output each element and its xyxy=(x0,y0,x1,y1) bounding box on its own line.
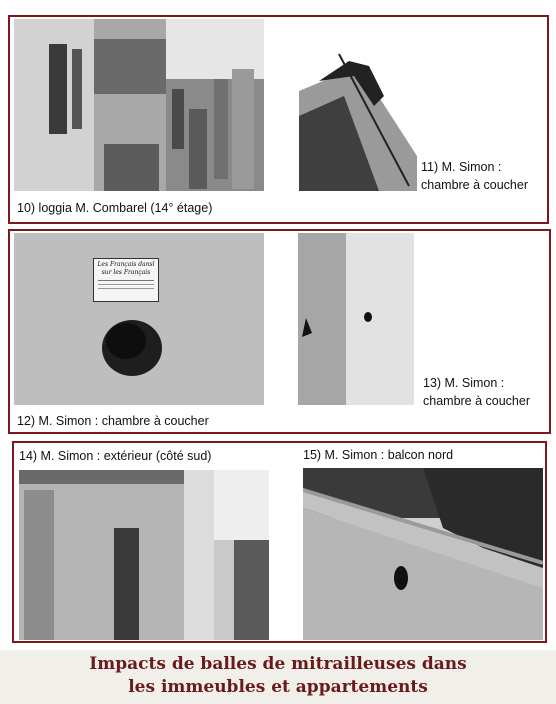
panel-photos-10-11 xyxy=(8,15,549,224)
panel-photos-14-15 xyxy=(12,441,547,643)
paper-sign xyxy=(93,258,159,302)
caption-photo-14: 14) M. Simon : extérieur (côté sud) xyxy=(19,449,212,463)
sign-line-1: Les Français dansl xyxy=(97,261,155,268)
caption-photo-12: 12) M. Simon : chambre à coucher xyxy=(17,414,209,428)
photo-15-north-balcony xyxy=(303,468,543,640)
footer-caption xyxy=(0,650,556,704)
caption-photo-10: 10) loggia M. Combarel (14° étage) xyxy=(17,201,213,215)
caption-photo-13-line2: chambre à coucher xyxy=(423,394,531,408)
footer-line-1: Impacts de balles de mitrailleuses dans xyxy=(89,654,467,674)
panel-photos-12-13 xyxy=(8,229,551,434)
photo-10-loggia xyxy=(14,19,264,191)
photo-11-bedroom xyxy=(299,36,417,191)
photo-14-exterior-south xyxy=(19,470,269,640)
caption-photo-11-line2: chambre à coucher xyxy=(421,178,529,192)
caption-photo-13-line1: 13) M. Simon : xyxy=(423,376,505,390)
photo-13-bedroom xyxy=(298,233,414,405)
sign-line-2: sur les Français xyxy=(101,269,151,276)
caption-photo-15: 15) M. Simon : balcon nord xyxy=(303,448,454,462)
caption-photo-11-line1: 11) M. Simon : xyxy=(421,160,502,174)
footer-line-2: les immeubles et appartements xyxy=(128,677,428,697)
